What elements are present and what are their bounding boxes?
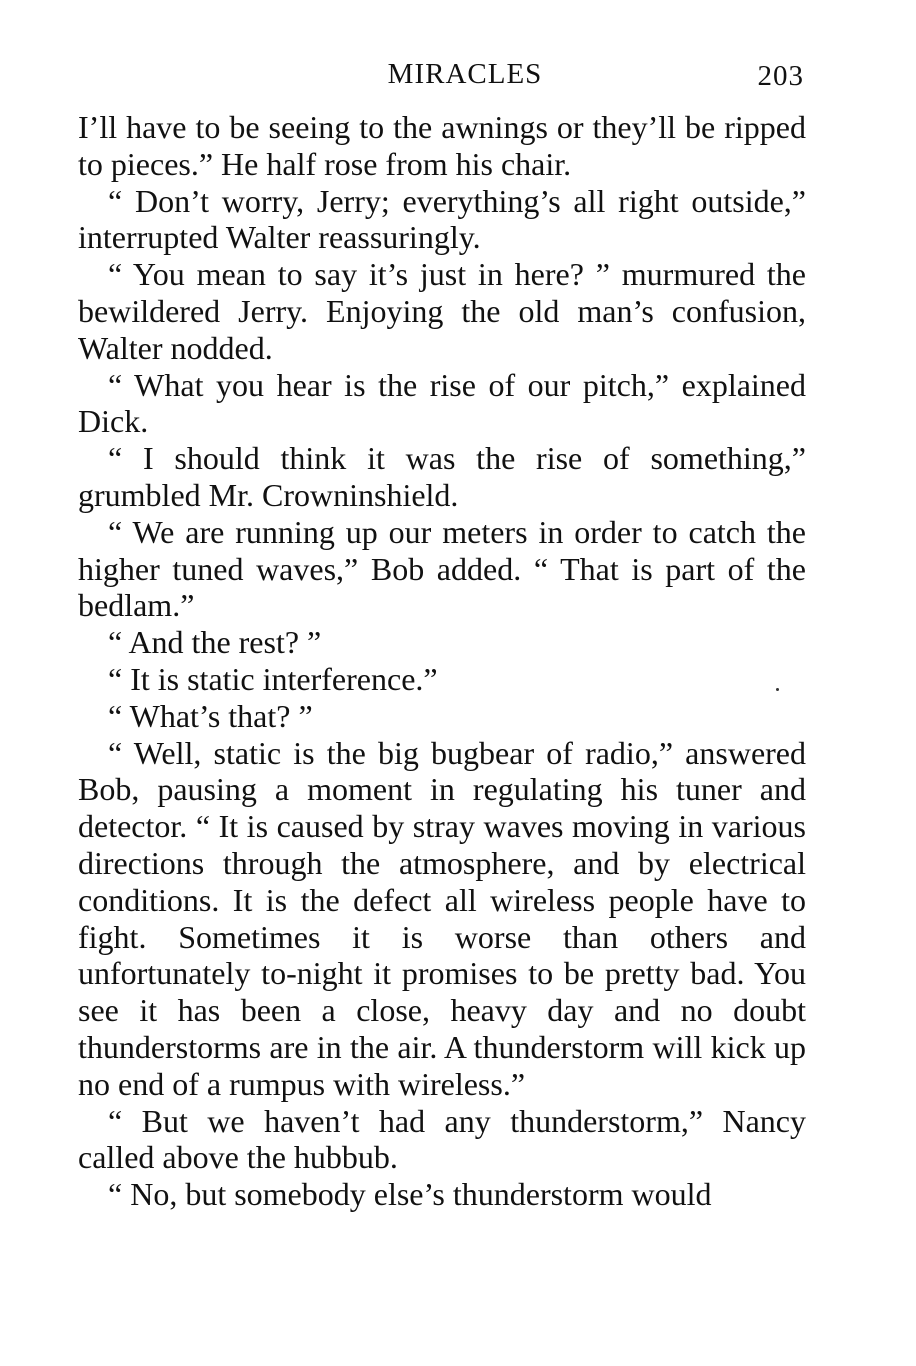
- paragraph: “ And the rest? ”: [108, 624, 322, 661]
- page-number: 203: [757, 60, 804, 92]
- paragraph: “ We are running up our meters in order to catch the higher tuned waves,” Bob added. “ That is part of the bedlam.”: [78, 513, 806, 624]
- page-header: [78, 50, 806, 94]
- paragraph: “ I should think it was the rise of something,” grumbled Mr. Crowninshield.: [78, 440, 806, 513]
- paragraph: “ No, but somebody else’s thunderstorm would: [108, 1176, 712, 1213]
- paragraph: “ It is static interference.”: [108, 660, 438, 697]
- running-head: MIRACLES: [387, 58, 543, 90]
- paragraph: “ But we haven’t had any thunderstorm,” Nancy called above the hubbub.: [78, 1102, 806, 1176]
- body-text: [78, 109, 806, 1213]
- paragraph: “ What’s that? ”: [108, 697, 313, 734]
- paragraph: “ Well, static is the big bugbear of radio,” answered Bob, pausing a moment in regulating his tuner and detector. “ It is caused by stray waves moving in various directions through the atmosphere, and by electrical conditions. It is the defect all wireless people have to fight. Sometimes it is worse than others and unfortunately to-night it promises to be pretty bad. You see it has been a close, heavy day and no doubt thunderstorms are in the air. A thunderstorm will kick up no end of a rumpus with wireless.”: [78, 734, 806, 1102]
- paragraph: “ You mean to say it’s just in here? ” murmured the bewildered Jerry. Enjoying the old man’s confusion, Walter nodded.: [78, 256, 806, 366]
- print-speck: [776, 688, 779, 691]
- paragraph: “ Don’t worry, Jerry; everything’s all right outside,” interrupted Walter reassuringly.: [78, 182, 806, 256]
- paragraph: “ What you hear is the rise of our pitch,” explained Dick.: [78, 366, 806, 440]
- paragraph: I’ll have to be seeing to the awnings or they’ll be ripped to pieces.” He half rose from his chair.: [78, 109, 806, 182]
